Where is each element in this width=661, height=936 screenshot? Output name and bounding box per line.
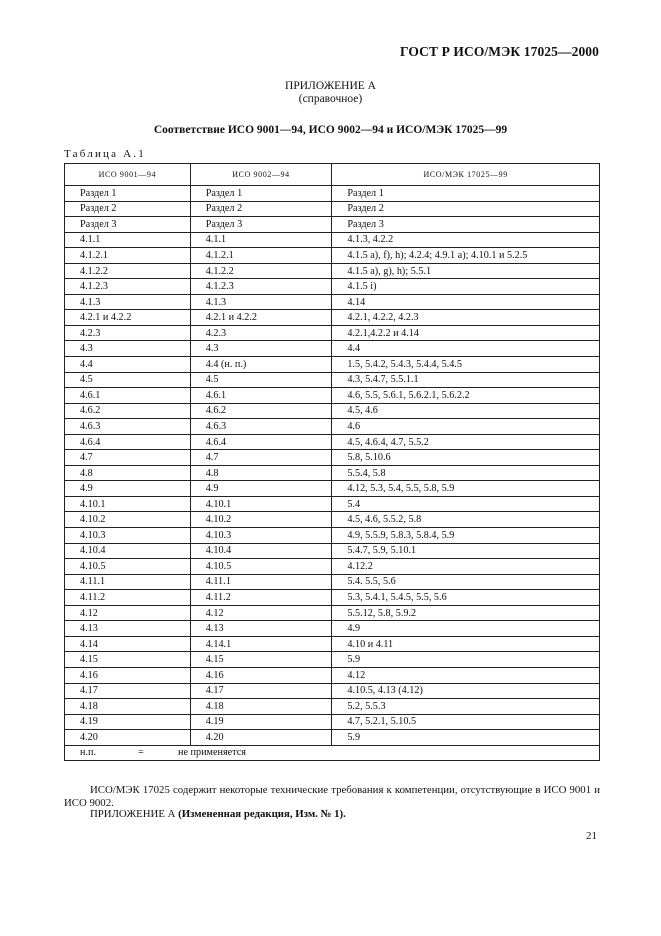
table-row	[65, 605, 600, 621]
cell-iso9002: 4.18	[190, 699, 332, 715]
page-number: 21	[586, 830, 597, 842]
table-body	[65, 186, 600, 761]
cell-iso9001: Раздел 3	[65, 217, 191, 233]
note-text: не применяется	[178, 747, 246, 759]
cell-iso9002: 4.14.1	[190, 636, 332, 652]
cell-iso9002: Раздел 1	[190, 186, 332, 202]
cell-iso9002: 4.10.2	[190, 512, 332, 528]
cell-iso9002: 4.10.3	[190, 528, 332, 544]
cell-iso17025: 4.7, 5.2.1, 5.10.5	[332, 714, 600, 730]
cell-iso9002: 4.6.3	[190, 419, 332, 435]
cell-iso17025: 5.5.4, 5.8	[332, 465, 600, 481]
cell-iso17025: 4.1.5 а), f), h); 4.2.4; 4.9.1 а); 4.10.1 и 5.2.5	[332, 248, 600, 264]
cell-iso9001: 4.9	[65, 481, 191, 497]
cell-iso9001: 4.5	[65, 372, 191, 388]
cell-iso9001: 4.6.4	[65, 434, 191, 450]
cell-iso17025: 5.9	[332, 652, 600, 668]
cell-iso9001: 4.10.4	[65, 543, 191, 559]
cell-iso9001: 4.11.2	[65, 590, 191, 606]
table-row	[65, 559, 600, 575]
table-row	[65, 279, 600, 295]
column-header-iso9001: ИСО 9001—94	[65, 164, 191, 186]
cell-iso17025: 4.10.5, 4.13 (4.12)	[332, 683, 600, 699]
cell-iso9001: 4.1.2.2	[65, 263, 191, 279]
cell-iso9001: 4.6.1	[65, 388, 191, 404]
note-term: н.п.	[80, 747, 96, 759]
appendix-subtitle: (справочное)	[298, 93, 363, 105]
cell-iso17025: 4.10 и 4.11	[332, 636, 600, 652]
cell-iso17025: 5.9	[332, 730, 600, 746]
cell-iso9002: 4.1.1	[190, 232, 332, 248]
table-row	[65, 372, 600, 388]
cell-iso9001: 4.11.1	[65, 574, 191, 590]
cell-iso17025: 4.2.1,4.2.2 и 4.14	[332, 325, 600, 341]
cell-iso9002: 4.6.4	[190, 434, 332, 450]
cell-iso9002: 4.3	[190, 341, 332, 357]
appendix-title: ПРИЛОЖЕНИЕ А	[285, 80, 376, 92]
cell-iso17025: 4.9	[332, 621, 600, 637]
table-row	[65, 201, 600, 217]
cell-iso17025: 5.4. 5.5, 5.6	[332, 574, 600, 590]
table-row	[65, 574, 600, 590]
table-row	[65, 232, 600, 248]
cell-iso17025: 5.8, 5.10.6	[332, 450, 600, 466]
table-row	[65, 543, 600, 559]
cell-iso17025: 4.4	[332, 341, 600, 357]
cell-iso17025: 5.2, 5.5.3	[332, 699, 600, 715]
table-row	[65, 730, 600, 746]
table-row	[65, 263, 600, 279]
cell-iso9001: 4.1.1	[65, 232, 191, 248]
cell-iso9002: 4.12	[190, 605, 332, 621]
table-row	[65, 217, 600, 233]
cell-iso9002: 4.7	[190, 450, 332, 466]
cell-iso9002: 4.11.2	[190, 590, 332, 606]
cell-iso9001: 4.2.3	[65, 325, 191, 341]
cell-iso9002: 4.15	[190, 652, 332, 668]
cell-iso17025: Раздел 2	[332, 201, 600, 217]
cell-iso17025: 4.3, 5.4.7, 5.5.1.1	[332, 372, 600, 388]
cell-iso9001: 4.12	[65, 605, 191, 621]
table-row	[65, 310, 600, 326]
cell-iso9002: 4.6.2	[190, 403, 332, 419]
cell-iso9002: 4.1.3	[190, 294, 332, 310]
cell-iso17025: 5.4.7, 5.9, 5.10.1	[332, 543, 600, 559]
correspondence-table	[64, 163, 600, 761]
cell-iso9001: 4.16	[65, 667, 191, 683]
table-row	[65, 652, 600, 668]
cell-iso17025: 4.9, 5.5.9, 5.8.3, 5.8.4, 5.9	[332, 528, 600, 544]
appendix-heading	[0, 80, 661, 106]
cell-iso9002: 4.6.1	[190, 388, 332, 404]
cell-iso9001: 4.10.2	[65, 512, 191, 528]
cell-iso9002: 4.19	[190, 714, 332, 730]
table-row	[65, 357, 600, 373]
cell-iso9002: 4.20	[190, 730, 332, 746]
table-row	[65, 465, 600, 481]
cell-iso17025: Раздел 1	[332, 186, 600, 202]
cell-iso9002: 4.1.2.3	[190, 279, 332, 295]
cell-iso17025: 4.1.5 i)	[332, 279, 600, 295]
cell-iso9001: 4.13	[65, 621, 191, 637]
table-row	[65, 294, 600, 310]
table-row	[65, 699, 600, 715]
cell-iso9001: 4.14	[65, 636, 191, 652]
table-row	[65, 590, 600, 606]
table-row	[65, 667, 600, 683]
cell-iso9001: 4.6.2	[65, 403, 191, 419]
cell-iso17025: Раздел 3	[332, 217, 600, 233]
cell-iso9001: 4.6.3	[65, 419, 191, 435]
table-row	[65, 325, 600, 341]
cell-iso17025: 4.5, 4.6.4, 4.7, 5.5.2	[332, 434, 600, 450]
cell-iso9002: 4.9	[190, 481, 332, 497]
cell-iso9002: 4.8	[190, 465, 332, 481]
column-header-iso17025: ИСО/МЭК 17025—99	[332, 164, 600, 186]
cell-iso9001: 4.17	[65, 683, 191, 699]
document-header: ГОСТ Р ИСО/МЭК 17025—2000	[400, 44, 599, 59]
table-row	[65, 481, 600, 497]
cell-iso17025: 1.5, 5.4.2, 5.4.3, 5.4.4, 5.4.5	[332, 357, 600, 373]
cell-iso17025: 5.4	[332, 496, 600, 512]
table-row	[65, 636, 600, 652]
amendment-prefix: ПРИЛОЖЕНИЕ А	[90, 808, 176, 820]
cell-iso17025: 4.5, 4.6, 5.5.2, 5.8	[332, 512, 600, 528]
cell-iso9001: 4.1.3	[65, 294, 191, 310]
cell-iso9001: 4.10.3	[65, 528, 191, 544]
cell-iso9002: 4.10.4	[190, 543, 332, 559]
cell-iso17025: 4.12	[332, 667, 600, 683]
table-row	[65, 714, 600, 730]
table-note-row	[65, 745, 600, 761]
cell-iso9002: 4.10.1	[190, 496, 332, 512]
cell-iso9002: 4.1.2.2	[190, 263, 332, 279]
cell-iso17025: 5.3, 5.4.1, 5.4.5, 5.5, 5.6	[332, 590, 600, 606]
table-row	[65, 450, 600, 466]
cell-iso9001: Раздел 1	[65, 186, 191, 202]
cell-iso9002: 4.4 (н. п.)	[190, 357, 332, 373]
paragraph-amendment	[64, 808, 600, 821]
cell-iso9002: 4.2.3	[190, 325, 332, 341]
paragraph-note: ИСО/МЭК 17025 содержит некоторые технические требования к компетенции, отсутствующие в ИСО 9001 и ИСО 9002.	[64, 784, 600, 809]
table-row	[65, 388, 600, 404]
cell-iso17025: 5.5.12, 5.8, 5.9.2	[332, 605, 600, 621]
cell-iso9002: 4.16	[190, 667, 332, 683]
cell-iso17025: 4.14	[332, 294, 600, 310]
table-note	[65, 745, 600, 761]
cell-iso9001: 4.8	[65, 465, 191, 481]
cell-iso9002: Раздел 2	[190, 201, 332, 217]
cell-iso9001: 4.1.2.1	[65, 248, 191, 264]
cell-iso17025: 4.6	[332, 419, 600, 435]
table-row	[65, 621, 600, 637]
cell-iso9001: 4.3	[65, 341, 191, 357]
column-header-iso9002: ИСО 9002—94	[190, 164, 332, 186]
cell-iso17025: 4.12, 5.3, 5.4, 5.5, 5.8, 5.9	[332, 481, 600, 497]
amendment-bold: (Измененная редакция, Изм. № 1).	[178, 808, 346, 820]
cell-iso17025: 4.6, 5.5, 5.6.1, 5.6.2.1, 5.6.2.2	[332, 388, 600, 404]
note-equals: =	[138, 747, 144, 759]
table-row	[65, 496, 600, 512]
cell-iso9001: 4.2.1 и 4.2.2	[65, 310, 191, 326]
table-row	[65, 248, 600, 264]
cell-iso17025: 4.1.5 а), g), h); 5.5.1	[332, 263, 600, 279]
table-header-row	[65, 164, 600, 186]
cell-iso9001: 4.4	[65, 357, 191, 373]
cell-iso9001: 4.19	[65, 714, 191, 730]
cell-iso9002: 4.17	[190, 683, 332, 699]
cell-iso9002: Раздел 3	[190, 217, 332, 233]
cell-iso9001: Раздел 2	[65, 201, 191, 217]
cell-iso9002: 4.2.1 и 4.2.2	[190, 310, 332, 326]
cell-iso9001: 4.20	[65, 730, 191, 746]
cell-iso17025: 4.1.3, 4.2.2	[332, 232, 600, 248]
cell-iso9001: 4.10.1	[65, 496, 191, 512]
cell-iso9002: 4.11.1	[190, 574, 332, 590]
cell-iso9001: 4.15	[65, 652, 191, 668]
cell-iso17025: 4.2.1, 4.2.2, 4.2.3	[332, 310, 600, 326]
cell-iso9001: 4.7	[65, 450, 191, 466]
table-row	[65, 528, 600, 544]
table-row	[65, 186, 600, 202]
table-row	[65, 512, 600, 528]
table-row	[65, 403, 600, 419]
table-row	[65, 434, 600, 450]
table-row	[65, 341, 600, 357]
cell-iso17025: 4.12.2	[332, 559, 600, 575]
cell-iso9002: 4.13	[190, 621, 332, 637]
cell-iso9002: 4.10.5	[190, 559, 332, 575]
cell-iso9001: 4.1.2.3	[65, 279, 191, 295]
table-label: Таблица А.1	[64, 148, 146, 160]
table-row	[65, 419, 600, 435]
cell-iso9002: 4.1.2.1	[190, 248, 332, 264]
section-title: Соответствие ИСО 9001—94, ИСО 9002—94 и ИСО/МЭК 17025—99	[153, 124, 508, 136]
cell-iso9001: 4.18	[65, 699, 191, 715]
table-row	[65, 683, 600, 699]
cell-iso17025: 4.5, 4.6	[332, 403, 600, 419]
cell-iso9002: 4.5	[190, 372, 332, 388]
cell-iso9001: 4.10.5	[65, 559, 191, 575]
